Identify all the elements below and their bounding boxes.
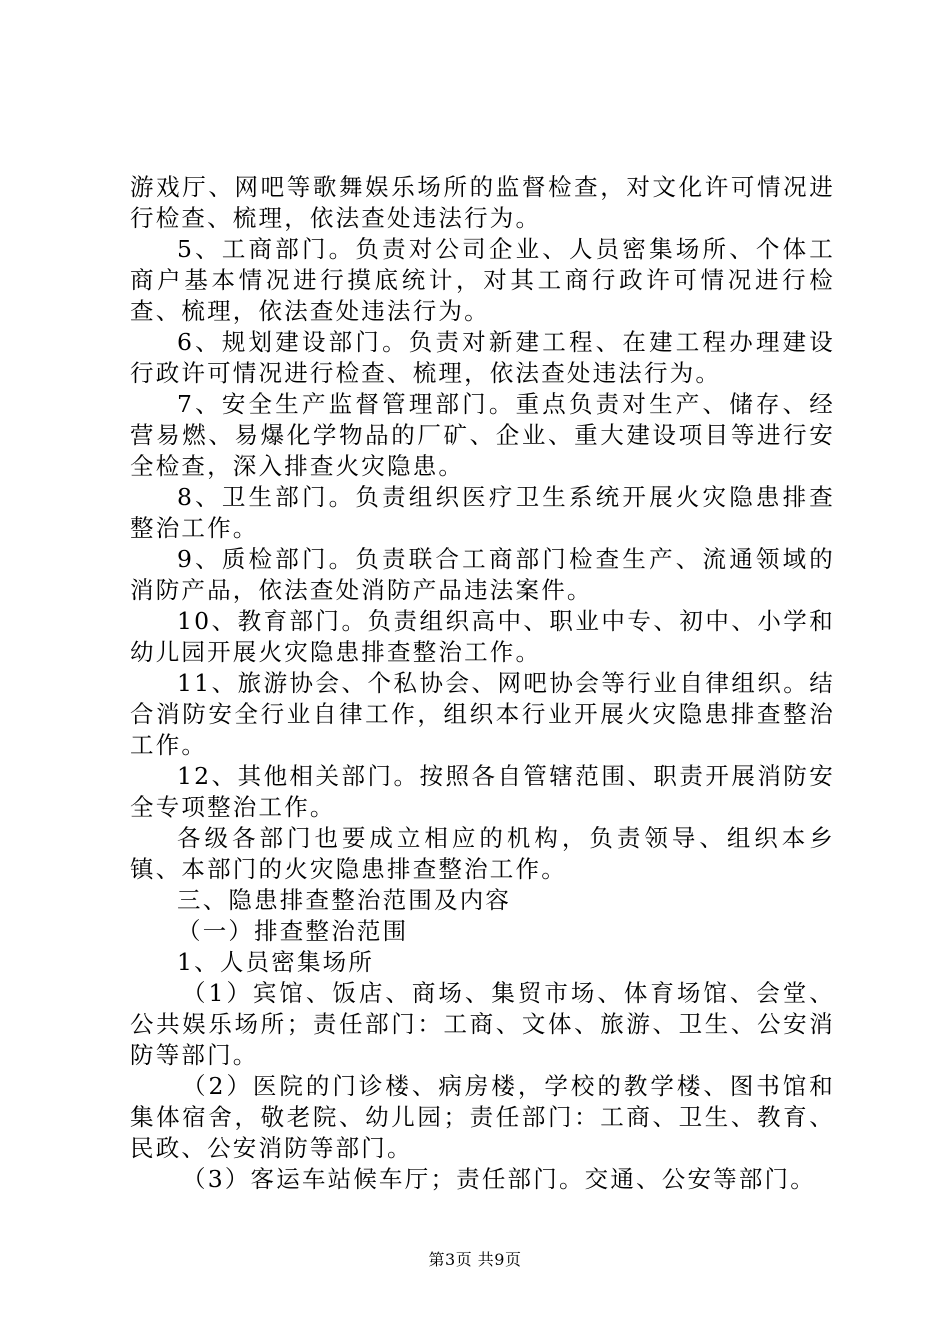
- paragraph-item-6: 6、规划建设部门。负责对新建工程、在建工程办理建设行政许可情况进行检查、梳理，依法查处违法行为。: [130, 328, 835, 387]
- list-heading-1: 1、人员密集场所: [177, 948, 375, 976]
- paragraph-summary: 各级各部门也要成立相应的机构，负责领导、组织本乡镇、本部门的火灾隐患排查整治工作。: [130, 824, 835, 883]
- paragraph-item-5: 5、工商部门。负责对公司企业、人员密集场所、个体工商户基本情况进行摸底统计，对其工商行政许可情况进行检查、梳理，依法查处违法行为。: [130, 235, 835, 325]
- paragraph-item-12: 12、其他相关部门。按照各自管辖范围、职责开展消防安全专项整治工作。: [130, 762, 835, 821]
- paragraph-item-8: 8、卫生部门。负责组织医疗卫生系统开展火灾隐患排查整治工作。: [130, 483, 835, 542]
- paragraph-continuation: 游戏厅、网吧等歌舞娱乐场所的监督检查，对文化许可情况进行检查、梳理，依法查处违法行为。: [130, 173, 835, 232]
- list-item-3: （3）客运车站候车厅；责任部门。交通、公安等部门。: [182, 1165, 816, 1193]
- section-heading-3: 三、隐患排查整治范围及内容: [177, 886, 512, 914]
- paragraph-item-10: 10、教育部门。负责组织高中、职业中专、初中、小学和幼儿园开展火灾隐患排查整治工作。: [130, 607, 835, 666]
- paragraph-item-11: 11、旅游协会、个私协会、网吧协会等行业自律组织。结合消防安全行业自律工作，组织本行业开展火灾隐患排查整治工作。: [130, 669, 835, 759]
- list-item-2: （2）医院的门诊楼、病房楼，学校的教学楼、图书馆和集体宿舍，敬老院、幼儿园；责任部门：工商、卫生、教育、民政、公安消防等部门。: [130, 1072, 835, 1162]
- paragraph-item-9: 9、质检部门。负责联合工商部门检查生产、流通领域的消防产品，依法查处消防产品违法案件。: [130, 545, 835, 604]
- subsection-heading-1: （一）排查整治范围: [177, 917, 409, 945]
- page-footer: 第3页 共9页: [428, 1250, 522, 1269]
- list-item-1: （1）宾馆、饭店、商场、集贸市场、体育场馆、会堂、公共娱乐场所；责任部门：工商、文体、旅游、卫生、公安消防等部门。: [130, 979, 835, 1069]
- document-body: [130, 172, 835, 1195]
- paragraph-item-7: 7、安全生产监督管理部门。重点负责对生产、储存、经营易燃、易爆化学物品的厂矿、企业、重大建设项目等进行安全检查，深入排查火灾隐患。: [130, 390, 835, 480]
